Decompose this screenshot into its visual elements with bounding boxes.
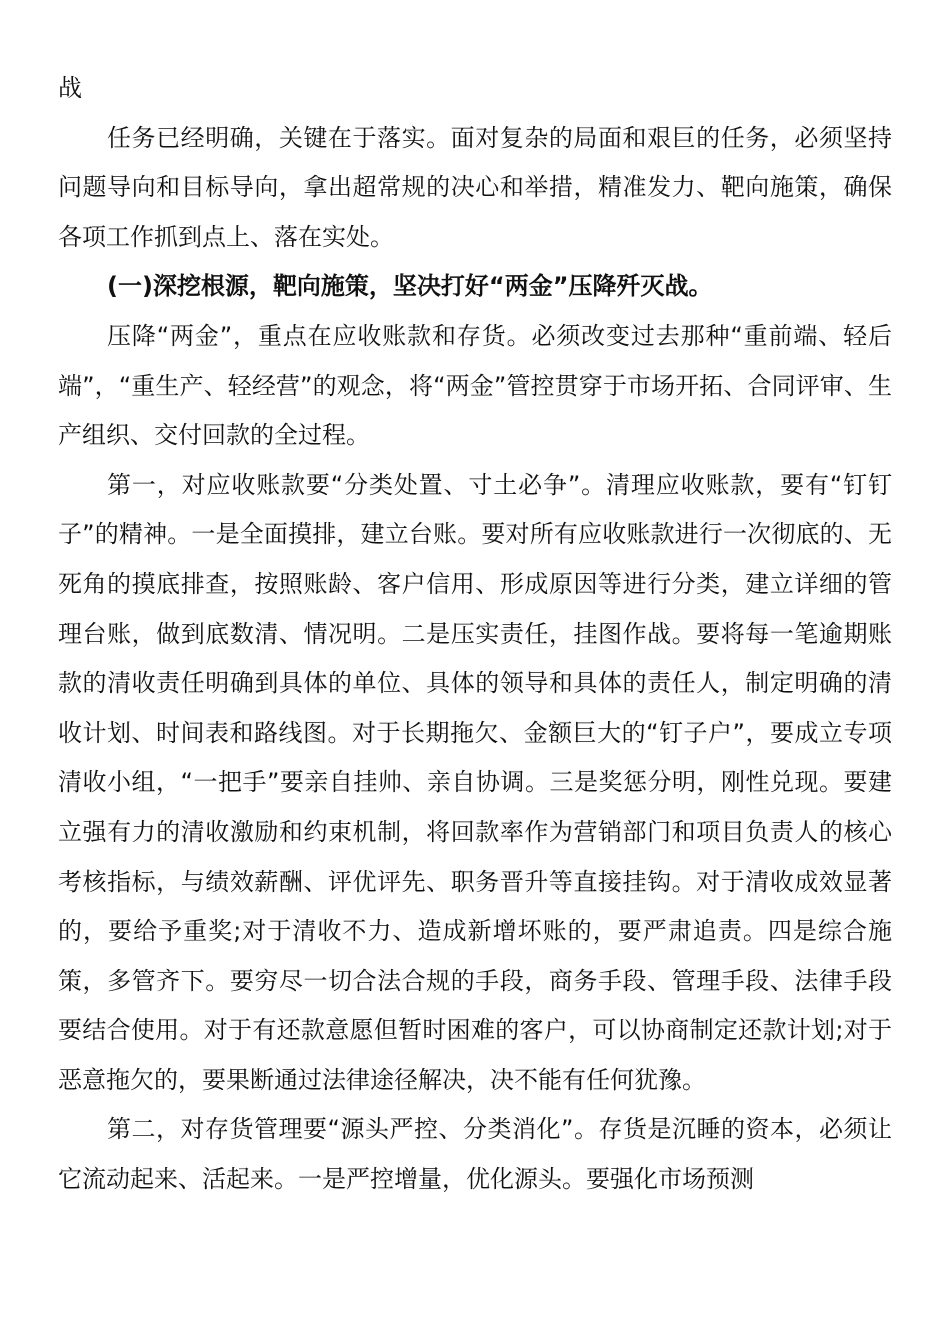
document-page	[58, 64, 892, 1205]
continuation-paragraph: 战	[58, 74, 82, 102]
body-paragraph-two-funds: 压降“两金”，重点在应收账款和存货。必须改变过去那种“重前端、轻后端”，“重生产、轻经营”的观念，将“两金”管控贯穿于市场开拓、合同评审、生产组织、交付回款的全过程。	[58, 321, 892, 450]
body-paragraph-intro: 任务已经明确，关键在于落实。面对复杂的局面和艰巨的任务，必须坚持问题导向和目标导向，拿出超常规的决心和举措，精准发力、靶向施策，确保各项工作抓到点上、落在实处。	[58, 123, 892, 251]
body-paragraph-receivables: 第一，对应收账款要“分类处置、寸土必争”。清理应收账款，要有“钉钉子”的精神。一是全面摸排，建立台账。要对所有应收账款进行一次彻底的、无死角的摸底排查，按照账龄、客户信用、形成原因等进行分类，建立详细的管理台账，做到底数清、情况明。二是压实责任，挂图作战。要将每一笔逾期账款的清收责任明确到具体的单位、具体的领导和具体的责任人，制定明确的清收计划、时间表和路线图。对于长期拖欠、金额巨大的“钉子户”，要成立专项清收小组，“一把手”要亲自挂帅、亲自协调。三是奖惩分明，刚性兑现。要建立强有力的清收激励和约束机制，将回款率作为营销部门和项目负责人的核心考核指标，与绩效薪酬、评优评先、职务晋升等直接挂钩。对于清收成效显著的，要给予重奖;对于清收不力、造成新增坏账的，要严肃追责。四是综合施策，多管齐下。要穷尽一切合法合规的手段，商务手段、管理手段、法律手段要结合使用。对于有还款意愿但暂时困难的客户，可以协商制定还款计划;对于恶意拖欠的，要果断通过法律途径解决，决不能有任何犹豫。	[58, 470, 892, 1094]
section-heading: (一)深挖根源，靶向施策，坚决打好“两金”压降歼灭战。	[107, 272, 713, 301]
body-paragraph-inventory: 第二，对存货管理要“源头严控、分类消化”。存货是沉睡的资本，必须让它流动起来、活起来。一是严控增量，优化源头。要强化市场预测	[58, 1115, 892, 1194]
